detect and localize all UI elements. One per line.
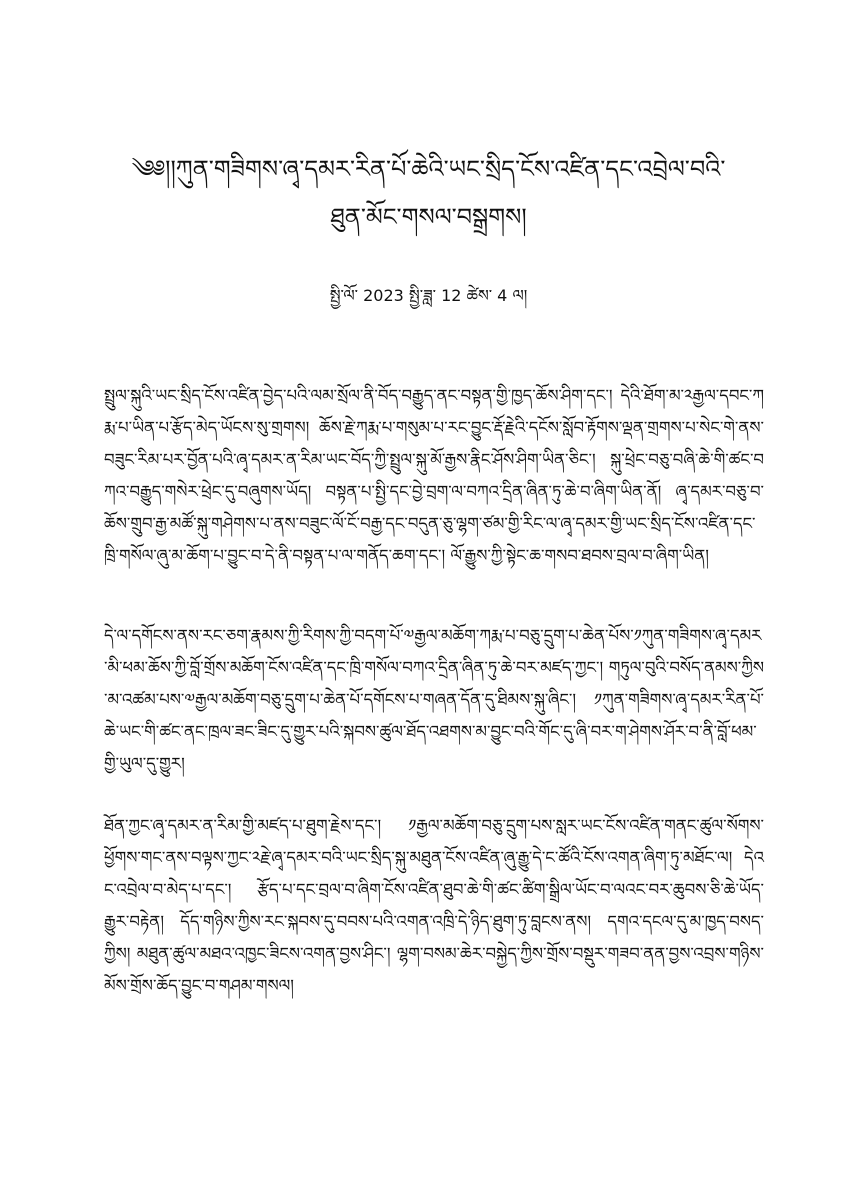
document-subtitle: ཐུན་མོང་གསལ་བསྒྲགས། (330, 203, 527, 231)
document-title: ༄༅།།ཀུན་གཟིགས་ཞྭ་དམར་རིན་པོ་ཆེའི་ཡང་སྲིད་ངོས་འཛིན་དང་འབྲེལ་བའི་ (131, 155, 726, 183)
paragraph-2: དེ་ལ་དགོངས་ནས་རང་ཅག་རྣམས་ཀྱི་རིགས་ཀྱི་བདག་པོ་༧རྒྱལ་མཆོག་ཀརྨ་པ་བཅུ་དྲུག་པ་ཆེན་པོས་༡ཀུན་གཟིགས་ཞྭ་དམར་མི་ཕམ་ཆོས་ཀྱི་བློ་གྲོས་མཆོག་ངོས་འཛིན་དང་ཁྲི་གསོལ་བཀའ་དྲིན་ཞིན་ཏུ་ཆེ་བར་མཛད་ཀྱང་། གཏུལ་བུའི་བསོད་ནམས་ཀྱིས་མ་འཚམ་པས་༧རྒྱལ་མཆོག་བཅུ་དྲུག་པ་ཆེན་པོ་དགོངས་པ་གཞན་དོན་དུ་ཐིམས་སྐུ་ཞིང་། ༡ཀུན་གཟིགས་ཞྭ་དམར་རིན་པོ་ཆེ་ཡང་གི་ཚང་ནང་ཁྲལ་ཟང་ཟིང་དུ་གྱུར་པའི་སྐབས་ཚུལ་ཐོད་འཐགས་མ་བྱུང་བའི་གོང་དུ་ཞི་བར་ག་ཤེགས་ཤོར་བ་ནི་བློ་ཕམ་གྱི་ཡུལ་དུ་གྱུར། (104, 626, 764, 773)
paragraph-1: སྤྲུལ་སྐུའི་ཡང་སྲིད་ངོས་འཛིན་བྱེད་པའི་ལམ་སྲོལ་ནི་བོད་བརྒྱུད་ནང་བསྟན་གྱི་ཁྱད་ཆོས་ཤིག་དང་། དེའི་ཐོག་མ་༢རྒྱལ་དབང་ཀརྨ་པ་ཡིན་པ་རྩོད་མེད་ཡོངས་སུ་གྲགས། ཆོས་རྗེ་ཀརྨ་པ་གསུམ་པ་རང་བྱུང་རྡོ་རྗེའི་དངོས་སློབ་རྟོགས་ལྡན་གྲགས་པ་སེང་གེ་ནས་བཟུང་རིམ་པར་བྱོན་པའི་ཞྭ་དམར་ན་རིམ་ཡང་བོད་ཀྱི་སྤྲུལ་སྐུ་མོ་རྒྱས་རྣིང་ཤོས་ཤིག་ཡིན་ཅིང་། སྐུ་ཕྲེང་བཅུ་བཞི་ཆེ་གི་ཚང་བཀའ་བརྒྱུད་གསེར་ཕྲེང་དུ་བཞུགས་ཡོད། བསྟན་པ་སྤྱི་དང་བྱེ་བྲག་ལ་བཀའ་དྲིན་ཞིན་ཏུ་ཆེ་བ་ཞིག་ཡིན་ནོ། ཞྭ་དམར་བཅུ་བ་ཆོས་གྲུབ་རྒྱ་མཚོ་སྐུ་གཤེགས་པ་ནས་བཟུང་ལོ་ངོ་བརྒྱ་དང་བདུན་ཅུ་ལྷག་ཙམ་གྱི་རིང་ལ་ཞྭ་དམར་གྱི་ཡང་སྲིད་ངོས་འཛིན་དང་ཁྲི་གསོལ་ཞུ་མ་ཆོག་པ་བྱུང་བ་དེ་ནི་བསྟན་པ་ལ་གནོད་ཆག་དང་། ལོ་རྒྱུས་ཀྱི་སྟེང་ཆ་གསབ་ཐབས་བྲལ་བ་ཞིག་ཡིན། (104, 386, 764, 565)
document-date: སྤྱི་ལོ་ 2023 སྤྱི་ཟླ་ 12 ཚེས་ 4 ལ། (329, 286, 528, 305)
paragraph-3: ཐོན་ཀྱང་ཞྭ་དམར་ན་རིམ་གྱི་མཛད་པ་ཐུག་རྗེས་དང་། ༡རྒྱལ་མཆོག་བཅུ་དྲུག་པས་སླར་ཡང་ངོས་འཛིན་གནང་ཚུལ་སོགས་ཕྱོགས་གང་ནས་བལྟས་ཀྱང་༢རྗེ་ཞྭ་དམར་བའི་ཡང་སྲིད་སྐུ་མཐུན་ངོས་འཛིན་ཞུ་རྒྱུ་དེ་ང་ཚོའི་ངོས་འགན་ཞིག་ཏུ་མཐོང་ལ། དེའང་འབྲེལ་བ་མེད་པ་དང་། རྩོད་པ་དང་བྲལ་བ་ཞིག་ངོས་འཛིན་ཐུབ་ཆེ་གི་ཚང་ཚིག་སྒྲིལ་ཡོང་བ་ལའང་བར་ཆུབས་ཅི་ཆེ་ཡོད་རྒྱུར་བརྟེན། དོད་གཉིས་ཀྱིས་རང་སྐབས་དུ་བབས་པའི་འགན་འཁྲི་དེ་ཉིད་ཐུག་ཏུ་བླངས་ནས། དགའ་དངལ་དུ་མ་ཁྱད་བསད་ཀྱིས། མཐུན་ཚུལ་མཐའ་འཁྱང་ཟིངས་འགན་བྱས་ཤིང་། ལྷག་བསམ་ཆེར་བསྐྱེད་ཀྱིས་གྲོས་བསྡུར་གཟབ་ནན་བྱས་འབྲས་གཉིས་མོས་གྲོས་ཆོད་བྱུང་བ་གཤམ་གསལ། (104, 816, 764, 995)
